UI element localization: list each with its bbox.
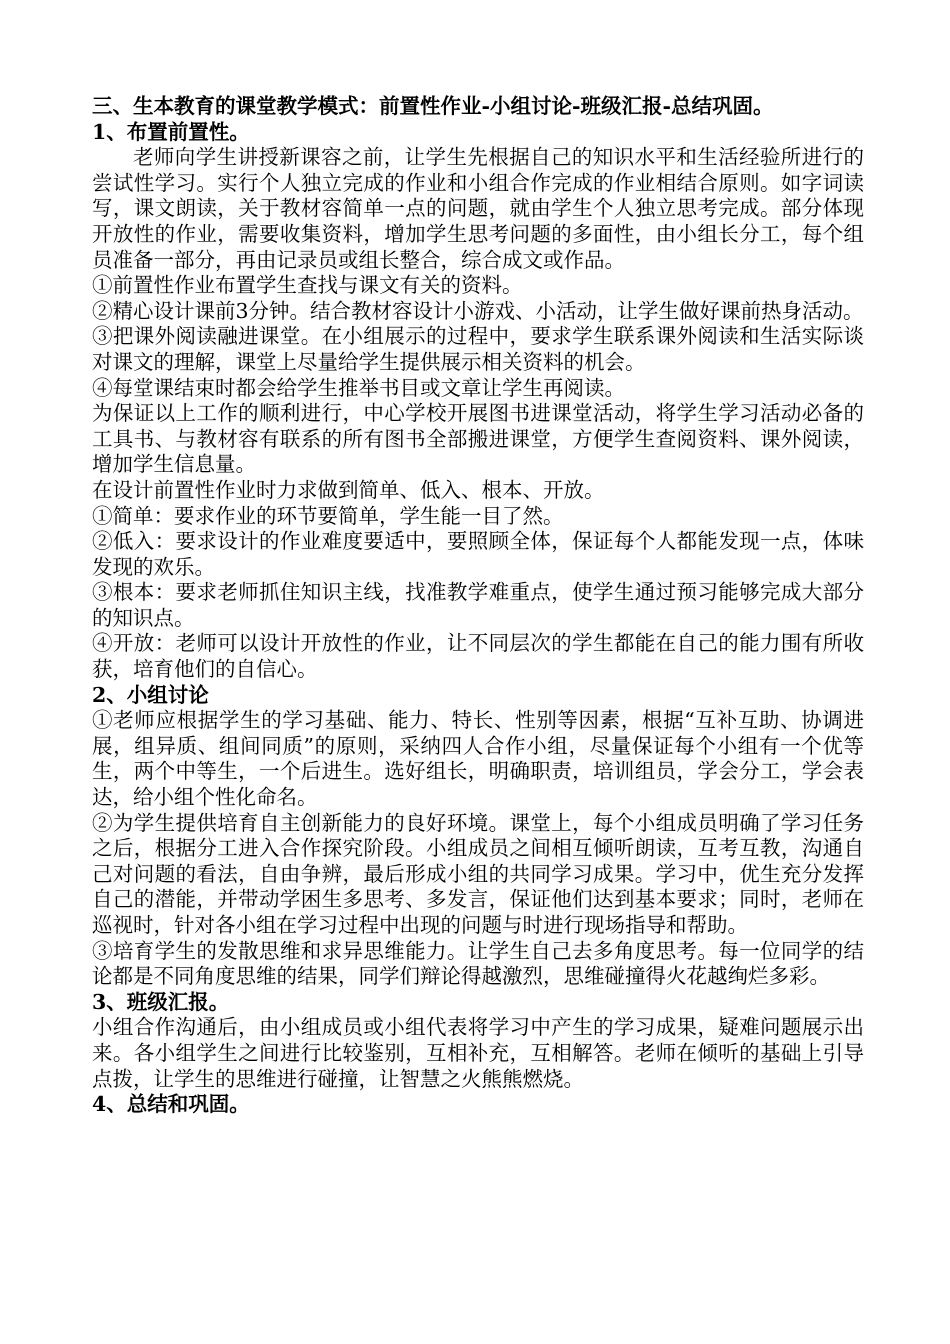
list-item: ③把课外阅读融进课堂。在小组展示的过程中，要求学生联系课外阅读和生活实际谈对课文的理解，课堂上尽量给学生提供展示相关资料的机会。 bbox=[92, 324, 864, 374]
list-item: ④每堂课结束时都会给学生推举书目或文章让学生再阅读。 bbox=[92, 375, 625, 400]
paragraph: 老师向学生讲授新课容之前，让学生先根据自己的知识水平和生活经验所进行的尝试性学习。实行个人独立完成的作业和小组合作完成的作业相结合原则。如字词读写，课文朗读，关于教材容简单一点的问题，就由学生个人独立思考完成。部分体现开放性的作业，需要收集资料，增加学生思考问题的多面性，由小组长分工，每个组员准备一部分，再由记录员或组长整合，综合成文或作品。 bbox=[92, 145, 864, 272]
section-heading-4: 4、总结和巩固。 bbox=[92, 1092, 250, 1117]
document-title: 三、生本教育的课堂教学模式：前置性作业-小组讨论-班级汇报-总结巩固。 bbox=[92, 94, 774, 118]
list-item: ③培育学生的发散思维和求异思维能力。让学生自己去多角度思考。每一位同学的结论都是不同角度思维的结果，同学们辩论得越激烈，思维碰撞得火花越绚烂多彩。 bbox=[92, 938, 864, 989]
list-item: ①前置性作业布置学生查找与课文有关的资料。 bbox=[92, 273, 523, 298]
list-item: ②为学生提供培育自主创新能力的良好环境。课堂上，每个小组成员明确了学习任务之后，根据分工进入合作探究阶段。小组成员之间相互倾听朗读，互考互教，沟通自己对问题的看法，自由争辨，最后形成小组的共同学习成果。学习中，优生充分发挥自己的潜能，并带动学困生多思考、多发言，保证他们达到基本要求；同时，老师在巡视时，针对各小组在学习过程中出现的问题与时进行现场指导和帮助。 bbox=[92, 810, 864, 937]
paragraph: 小组合作沟通后，由小组成员或小组代表将学习中产生的学习成果，疑难问题展示出来。各小组学生之间进行比较鉴别，互相补充，互相解答。老师在倾听的基础上引导点拨，让学生的思维进行碰撞，让智慧之火熊熊燃烧。 bbox=[92, 1015, 864, 1091]
paragraph: 在设计前置性作业时力求做到简单、低入、根本、开放。 bbox=[92, 477, 605, 502]
paragraph: 为保证以上工作的顺利进行，中心学校开展图书进课堂活动，将学生学习活动必备的工具书、与教材容有联系的所有图书全部搬进课堂，方便学生查阅资料、课外阅读，增加学生信息量。 bbox=[92, 401, 864, 477]
section-heading-2: 2、小组讨论 bbox=[92, 682, 209, 707]
list-item: ③根本：要求老师抓住知识主线，找准教学难重点，使学生通过预习能够完成大部分的知识点。 bbox=[92, 580, 864, 630]
section-heading-1: 1、布置前置性。 bbox=[92, 119, 250, 144]
list-item: ②低入：要求设计的作业难度要适中，要照顾全体，保证每个人都能发现一点，体味发现的欢乐。 bbox=[92, 529, 864, 579]
list-item: ①老师应根据学生的学习基础、能力、特长、性别等因素，根据“互补互助、协调进展，组异质、组间同质”的原则，采纳四人合作小组，尽量保证每个小组有一个优等生，两个中等生，一个后进生。选好组长，明确职责，培训组员，学会分工，学会表达，给小组个性化命名。 bbox=[92, 708, 864, 810]
list-item: ④开放：老师可以设计开放性的作业，让不同层次的学生都能在自己的能力围有所收获，培育他们的自信心。 bbox=[92, 631, 864, 682]
list-item: ①简单：要求作业的环节要简单，学生能一目了然。 bbox=[92, 503, 564, 528]
section-heading-3: 3、班级汇报。 bbox=[92, 989, 230, 1014]
list-item: ②精心设计课前3分钟。结合教材容设计小游戏、小活动，让学生做好课前热身活动。 bbox=[92, 298, 864, 323]
